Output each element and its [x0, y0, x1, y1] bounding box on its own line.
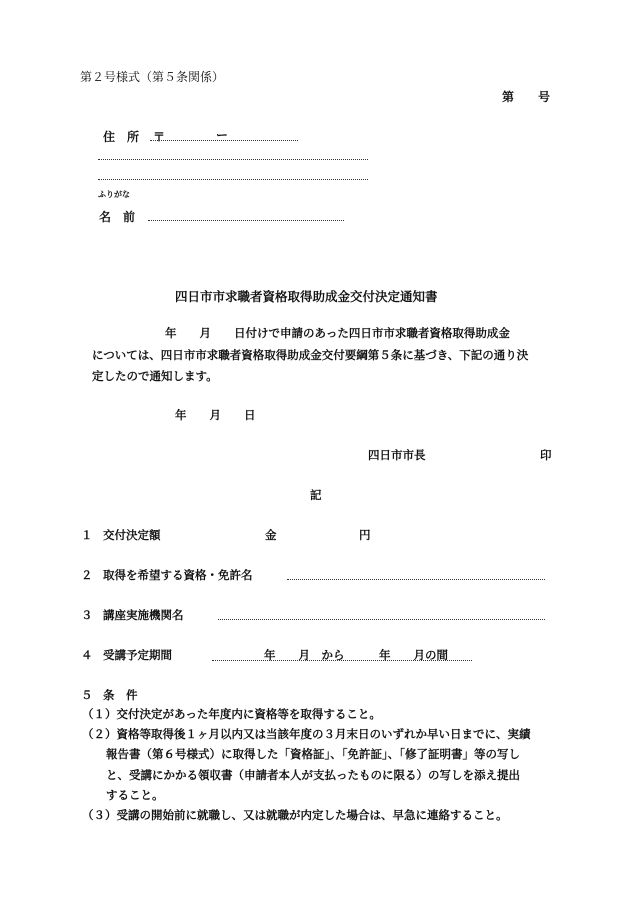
furigana-label: ふりがな [98, 190, 130, 199]
address-label: 住 所 [103, 130, 140, 144]
condition-2-line-1: （２）資格等取得後１ヶ月以内又は当該年度の３月末日のいずれか早い日までに、実績 [82, 727, 531, 741]
item2-label: 取得を希望する資格・免許名 [103, 568, 253, 582]
item1-yen: 円 [359, 528, 371, 542]
postal-code-line [150, 140, 298, 141]
body-line-3: 定したので通知します。 [92, 369, 218, 383]
item5-number: ５ [81, 688, 93, 702]
item3-fill-line [218, 619, 545, 620]
conditions-heading: 条 件 [103, 688, 138, 702]
condition-2-line-3: と、受講にかかる領収書（申請者本人が支払ったものに限る）の写しを添え提出 [106, 768, 520, 782]
item1-number: １ [81, 528, 93, 542]
postal-dash: ー [216, 128, 229, 142]
postal-mark: 〒 [153, 130, 166, 144]
document-title: 四日市市求職者資格取得助成金交付決定通知書 [175, 289, 438, 304]
item3-label: 講座実施機関名 [103, 608, 184, 622]
condition-2-line-4: すること。 [106, 788, 164, 802]
seal-mark: 印 [540, 448, 552, 462]
issue-date: 年 月 日 [175, 408, 256, 422]
item4-fill-line [212, 660, 472, 661]
document-number-label: 第 号 [502, 90, 551, 104]
form-number-label: 第２号様式（第５条関係） [80, 70, 225, 84]
ki-heading: 記 [310, 488, 322, 502]
item2-number: ２ [81, 568, 93, 582]
address-line-2 [98, 179, 368, 180]
item3-number: ３ [81, 608, 93, 622]
item1-label: 交付決定額 [103, 528, 161, 542]
condition-2-line-2: 報告書（第６号様式）に取得した「資格証」、「免許証」、「修了証明書」等の写し [106, 747, 520, 761]
condition-3: （３）受講の開始前に就職し、又は就職が内定した場合は、早急に連絡すること。 [82, 808, 508, 822]
name-label: 名 前 [99, 210, 136, 224]
item4-period: 年 月 から 年 月の間 [264, 648, 448, 662]
address-line-1 [98, 159, 368, 160]
condition-1: （１）交付決定があった年度内に資格等を取得すること。 [82, 707, 381, 721]
issuer-name: 四日市市長 [368, 448, 426, 462]
body-line-1: 年 月 日付けで申請のあった四日市市求職者資格取得助成金 [165, 326, 510, 340]
item4-number: ４ [81, 648, 93, 662]
item4-label: 受講予定期間 [103, 648, 172, 662]
item1-kin: 金 [265, 528, 277, 542]
body-line-2: については、四日市市求職者資格取得助成金交付要綱第５条に基づき、下記の通り決 [92, 348, 529, 362]
item2-fill-line [287, 579, 545, 580]
name-line [148, 220, 344, 221]
